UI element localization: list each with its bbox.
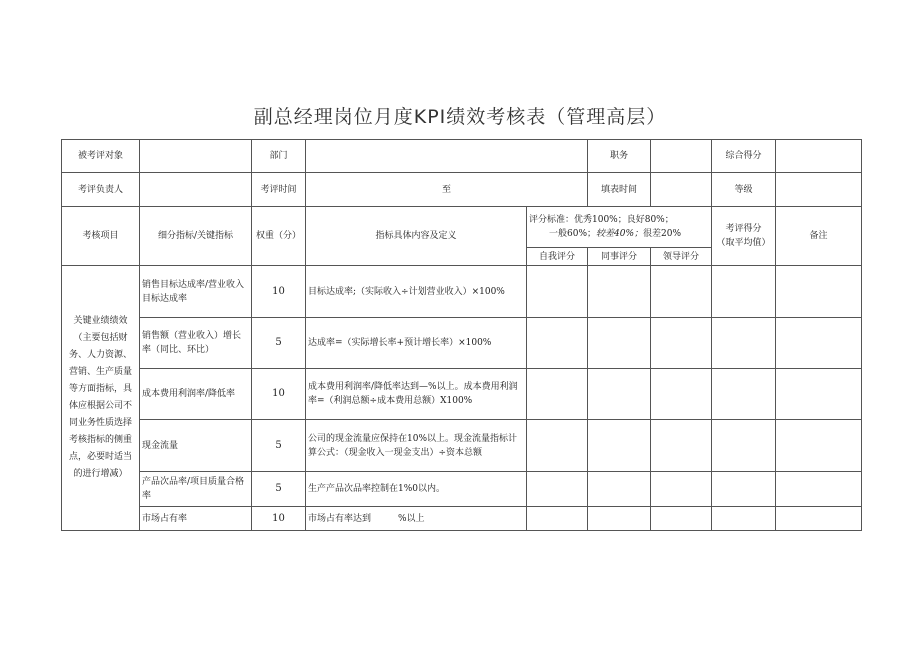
self-eval-cell[interactable] — [527, 318, 588, 369]
col-item: 考核项目 — [62, 207, 140, 266]
definition-cell: 达成率=（实际增长率+预计增长率）×100% — [306, 318, 527, 369]
eval-score-cell[interactable] — [712, 369, 776, 420]
definition-cell: 目标达成率;（实际收入÷计划营业收入）×100% — [306, 266, 527, 318]
header-row-2 — [62, 173, 862, 207]
peer-eval-cell[interactable] — [588, 507, 651, 531]
criteria-very-poor: 很差20% — [643, 229, 682, 239]
weight-cell: 10 — [252, 266, 306, 318]
leader-eval-cell[interactable] — [651, 318, 712, 369]
table-row — [62, 472, 862, 507]
remarks-cell[interactable] — [776, 318, 862, 369]
col-weight: 权重（分） — [252, 207, 306, 266]
grade-label: 等级 — [712, 173, 776, 207]
score-label: 综合得分 — [712, 140, 776, 173]
page-title: 副总经理岗位月度KPI绩效考核表（管理高层） — [253, 106, 667, 128]
indicator-cell: 产品次品率/项目质量合格率 — [140, 472, 252, 507]
weight-cell: 10 — [252, 369, 306, 420]
leader-eval-cell[interactable] — [651, 420, 712, 472]
column-header-row — [62, 207, 862, 248]
indicator-cell: 现金流量 — [140, 420, 252, 472]
criteria-general: 一般60%； — [549, 229, 597, 239]
table-row — [62, 318, 862, 369]
col-remarks: 备注 — [776, 207, 862, 266]
definition-cell: 生产产品次品率控制在1%0以内。 — [306, 472, 527, 507]
col-peer-eval: 同事评分 — [588, 248, 651, 266]
peer-eval-cell[interactable] — [588, 420, 651, 472]
indicator-cell: 销售目标达成率/营业收入目标达成率 — [140, 266, 252, 318]
eval-score-cell[interactable] — [712, 472, 776, 507]
position-label: 职务 — [588, 140, 651, 173]
eval-score-cell[interactable] — [712, 507, 776, 531]
remarks-cell[interactable] — [776, 472, 862, 507]
table-row — [62, 266, 862, 318]
criteria-poor: 较差40%； — [596, 229, 644, 239]
kpi-table — [61, 139, 862, 531]
weight-cell: 5 — [252, 472, 306, 507]
target-value[interactable] — [140, 140, 252, 173]
eval-score-cell[interactable] — [712, 266, 776, 318]
fill-time-label: 填表时间 — [588, 173, 651, 207]
weight-cell: 5 — [252, 420, 306, 472]
remarks-cell[interactable] — [776, 266, 862, 318]
self-eval-cell[interactable] — [527, 507, 588, 531]
grade-value[interactable] — [776, 173, 862, 207]
indicator-cell: 市场占有率 — [140, 507, 252, 531]
eval-score-line-2: （取平均值） — [716, 238, 771, 248]
fill-time-value[interactable] — [651, 173, 712, 207]
table-row — [62, 369, 862, 420]
peer-eval-cell[interactable] — [588, 472, 651, 507]
self-eval-cell[interactable] — [527, 472, 588, 507]
eval-score-cell[interactable] — [712, 420, 776, 472]
dept-value[interactable] — [306, 140, 588, 173]
target-label: 被考评对象 — [62, 140, 140, 173]
table-row — [62, 507, 862, 531]
leader-eval-cell[interactable] — [651, 507, 712, 531]
weight-cell: 10 — [252, 507, 306, 531]
definition-cell: 公司的现金流量应保持在10%以上。现金流量指标计算公式：（现金收入一现金支出）÷资本总额 — [306, 420, 527, 472]
criteria-line-2 — [529, 227, 709, 241]
category-cell: 关键业绩绩效（主要包括财务、人力资源、营销、生产质量等方面指标，具体应根据公司不同业务性质选择考核指标的侧重点，必要时适当的进行增减） — [62, 266, 140, 531]
owner-label: 考评负责人 — [62, 173, 140, 207]
eval-score-line-1: 考评得分 — [725, 224, 762, 234]
definition-cell: 市场占有率达到 %以上 — [306, 507, 527, 531]
self-eval-cell[interactable] — [527, 420, 588, 472]
owner-value[interactable] — [140, 173, 252, 207]
peer-eval-cell[interactable] — [588, 266, 651, 318]
col-self-eval: 自我评分 — [527, 248, 588, 266]
score-value[interactable] — [776, 140, 862, 173]
weight-cell: 5 — [252, 318, 306, 369]
remarks-cell[interactable] — [776, 369, 862, 420]
col-eval-score — [712, 207, 776, 266]
self-eval-cell[interactable] — [527, 369, 588, 420]
indicator-cell: 成本费用利润率/降低率 — [140, 369, 252, 420]
eval-score-cell[interactable] — [712, 318, 776, 369]
peer-eval-cell[interactable] — [588, 318, 651, 369]
dept-label: 部门 — [252, 140, 306, 173]
indicator-cell: 销售额（营业收入）增长率（同比、环比） — [140, 318, 252, 369]
leader-eval-cell[interactable] — [651, 472, 712, 507]
col-criteria — [527, 207, 712, 248]
leader-eval-cell[interactable] — [651, 266, 712, 318]
definition-cell: 成本费用利润率/降低率达到—%以上。成本费用利润率=（利润总额÷成本费用总额）X100% — [306, 369, 527, 420]
remarks-cell[interactable] — [776, 420, 862, 472]
remarks-cell[interactable] — [776, 507, 862, 531]
position-value[interactable] — [651, 140, 712, 173]
col-definition: 指标具体内容及定义 — [306, 207, 527, 266]
self-eval-cell[interactable] — [527, 266, 588, 318]
time-label: 考评时间 — [252, 173, 306, 207]
table-row — [62, 420, 862, 472]
criteria-line-1: 评分标准：优秀100%；良好80%； — [529, 215, 674, 225]
col-leader-eval: 领导评分 — [651, 248, 712, 266]
col-sub-indicator: 细分指标/关键指标 — [140, 207, 252, 266]
peer-eval-cell[interactable] — [588, 369, 651, 420]
leader-eval-cell[interactable] — [651, 369, 712, 420]
header-row-1 — [62, 140, 862, 173]
time-value[interactable]: 至 — [306, 173, 588, 207]
